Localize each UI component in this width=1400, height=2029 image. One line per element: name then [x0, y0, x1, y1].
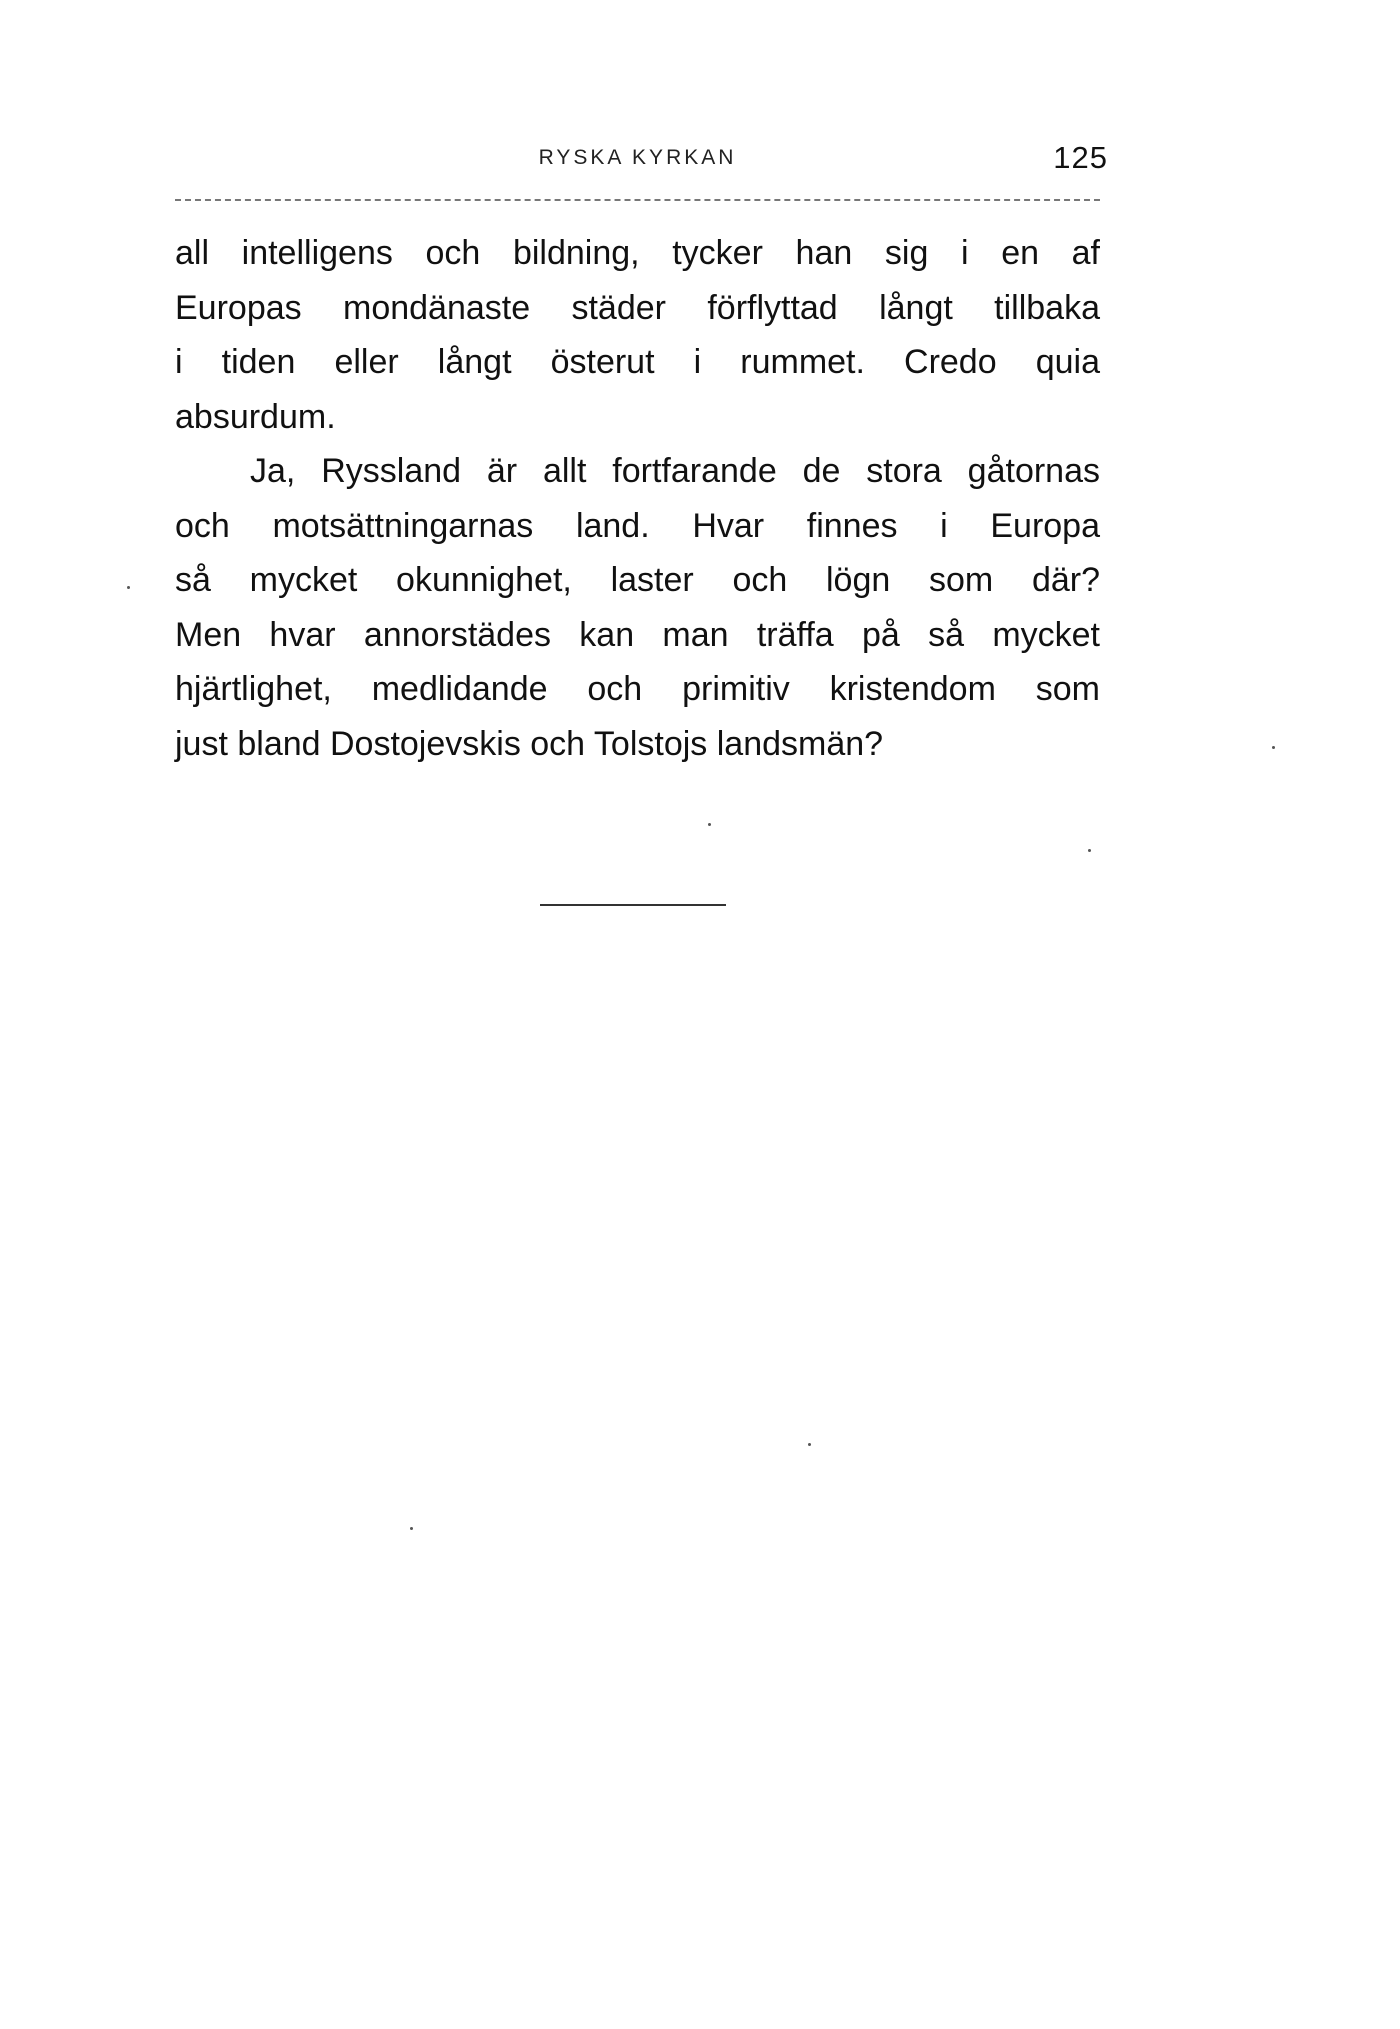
body-text: [175, 226, 1100, 771]
scan-speck: [1088, 849, 1091, 852]
text-line: och motsättningarnas land. Hvar finnes i Europa: [175, 506, 1100, 545]
scan-speck: [410, 1527, 413, 1530]
text-line: Europas mondänaste städer förflyttad långt tillbaka: [175, 288, 1100, 327]
text-line: just bland Dostojevskis och Tolstojs landsmän?: [175, 724, 884, 763]
paragraph-2: [175, 444, 1100, 771]
scan-speck: [1272, 746, 1275, 749]
text-line: så mycket okunnighet, laster och lögn som där?: [175, 561, 1100, 599]
text-line: i tiden eller långt österut i rummet. Credo quia: [175, 343, 1100, 381]
running-head: [175, 140, 1108, 180]
scan-speck: [808, 1443, 811, 1446]
end-rule: [540, 904, 726, 906]
running-title: RYSKA KYRKAN: [538, 146, 737, 169]
header-rule: [175, 199, 1100, 201]
text-line: absurdum.: [175, 397, 336, 436]
text-line: Men hvar annorstädes kan man träffa på så mycket: [175, 615, 1100, 654]
page-number: 125: [1053, 140, 1108, 175]
text-line: all intelligens och bildning, tycker han sig i en af: [175, 234, 1100, 272]
scan-speck: [127, 586, 130, 589]
scan-speck: [708, 823, 711, 826]
text-line: Ja, Ryssland är allt fortfarande de stora gåtornas: [250, 452, 1100, 490]
text-line: hjärtlighet, medlidande och primitiv kristendom som: [175, 670, 1100, 708]
paragraph-1: [175, 226, 1100, 444]
